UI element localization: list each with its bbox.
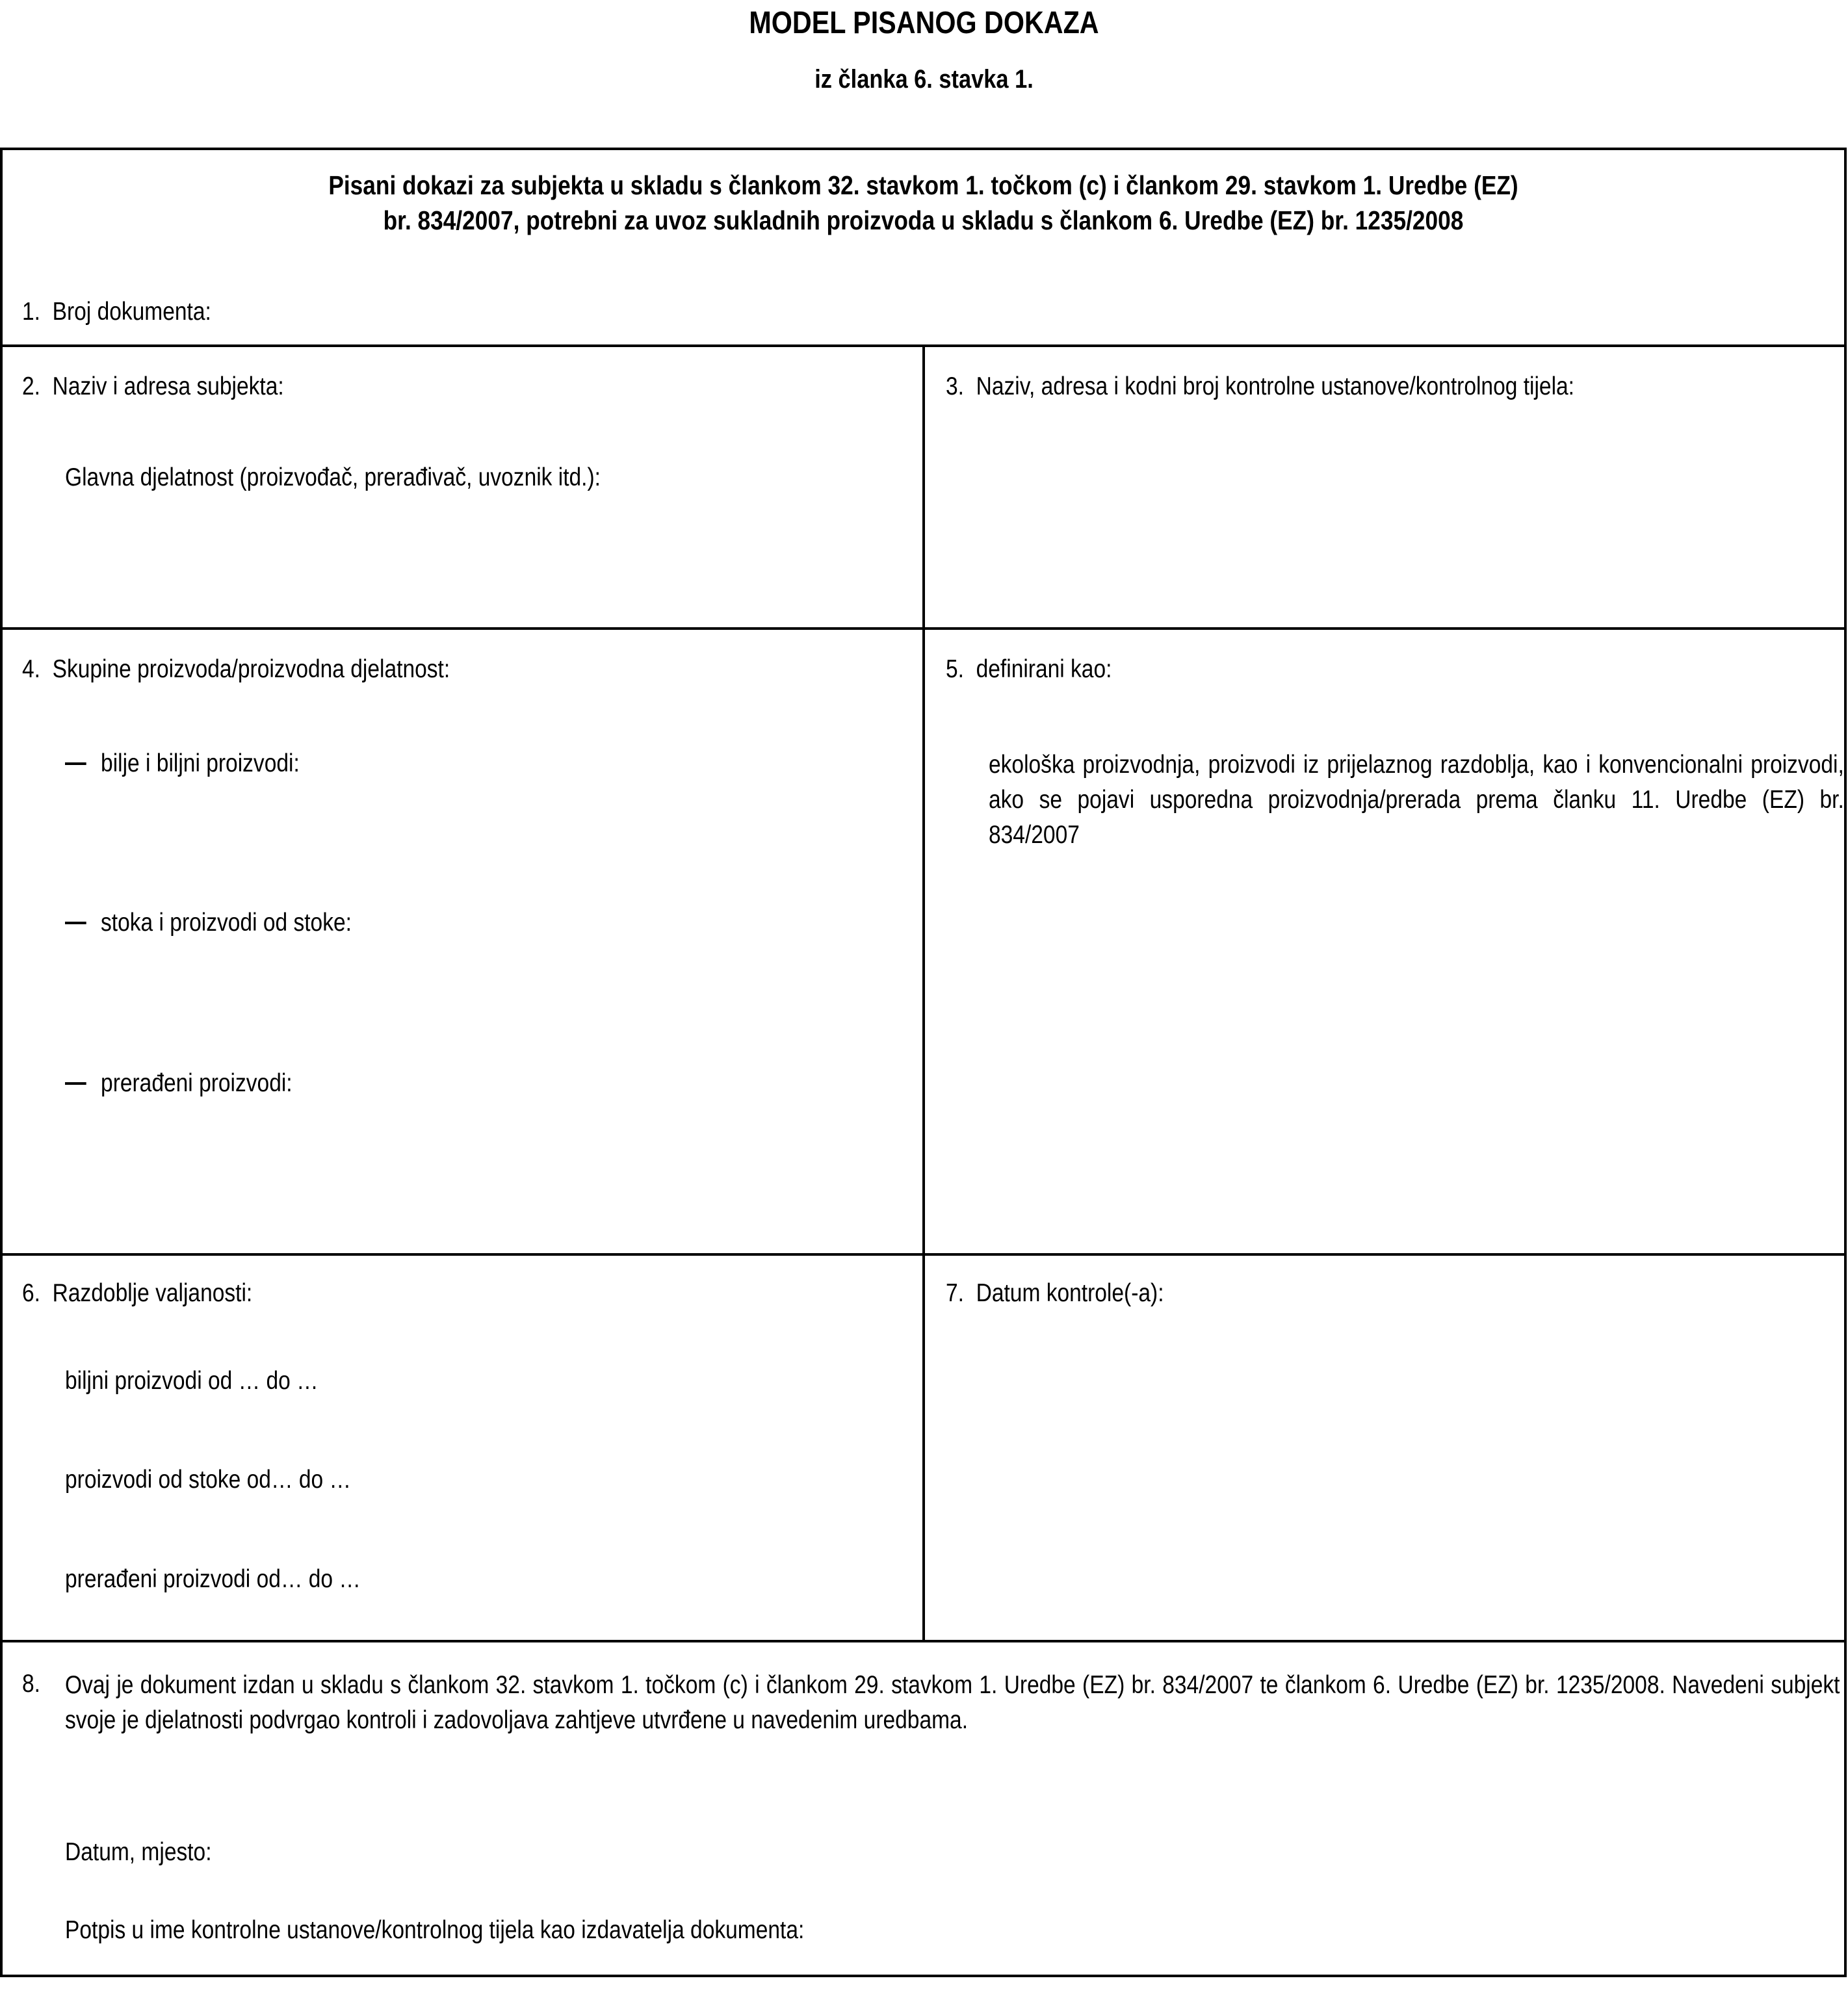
column-divider xyxy=(922,346,925,1641)
section-8-date-place xyxy=(65,1836,235,1869)
section-2-main-activity xyxy=(65,461,688,494)
section-4-label: Skupine proizvoda/proizvodna djelatnost: xyxy=(52,655,450,683)
section-6-number: 6. xyxy=(22,1279,40,1307)
section-6-item-label: prerađeni proizvodi od… do … xyxy=(65,1565,361,1593)
section-3 xyxy=(946,370,1676,403)
section-6-item-label: proizvodi od stoke od… do … xyxy=(65,1466,351,1494)
intro-line-2: br. 834/2007, potrebni za uvoz sukladnih proizvoda u skladu s člankom 6. Uredbe (EZ) br. 1235/2008 xyxy=(383,205,1464,235)
section-5-label: definirani kao: xyxy=(976,655,1112,683)
section-5-definition: ekološka proizvodnja, proizvodi iz prijelaznog razdoblja, kao i konvencionalni proizvodi, ako se pojavi usporedna proizvodnja/prerada prema članku 11. Uredbe (EZ) br. 834/2007 xyxy=(989,751,1844,849)
section-4-item xyxy=(65,1067,330,1100)
section-1-number: 1. xyxy=(22,298,40,326)
section-8-signature xyxy=(65,1914,924,1947)
section-2-label: Naziv i adresa subjekta: xyxy=(52,372,284,400)
section-6 xyxy=(22,1277,290,1310)
document-subtitle: iz članka 6. stavka 1. xyxy=(814,65,1034,94)
section-1-label: Broj dokumenta: xyxy=(52,298,211,326)
section-6-item xyxy=(65,1563,409,1596)
section-4-item-label: bilje i biljni proizvodi: xyxy=(101,749,300,777)
section-4-number: 4. xyxy=(22,655,40,683)
section-1 xyxy=(22,296,242,328)
section-2-number: 2. xyxy=(22,372,40,400)
section-4-item-label: prerađeni proizvodi: xyxy=(101,1069,293,1097)
section-5 xyxy=(946,653,1139,686)
section-2-main-activity-label: Glavna djelatnost (proizvođač, prerađivač, uvoznik itd.): xyxy=(65,463,601,491)
section-6-item xyxy=(65,1464,398,1496)
section-3-label: Naziv, adresa i kodni broj kontrolne ustanove/kontrolnog tijela: xyxy=(976,372,1575,400)
dash-icon xyxy=(65,922,86,924)
document-title: MODEL PISANOG DOKAZA xyxy=(749,6,1099,40)
section-3-number: 3. xyxy=(946,372,964,400)
dash-icon xyxy=(65,1082,86,1085)
section-8-number-wrap xyxy=(22,1668,44,1700)
section-6-item-label: biljni proizvodi od … do … xyxy=(65,1367,319,1395)
section-4-item xyxy=(65,907,398,939)
section-7-label: Datum kontrole(-a): xyxy=(976,1279,1164,1307)
section-5-number: 5. xyxy=(946,655,964,683)
section-6-label: Razdoblje valjanosti: xyxy=(52,1279,253,1307)
intro-heading xyxy=(0,168,1847,238)
dash-icon xyxy=(65,762,86,765)
section-2 xyxy=(22,370,326,403)
section-8-number: 8. xyxy=(22,1670,40,1698)
date-place-label: Datum, mjesto: xyxy=(65,1838,212,1866)
signature-label: Potpis u ime kontrolne ustanove/kontrolnog tijela kao izdavatelja dokumenta: xyxy=(65,1916,805,1944)
section-6-item xyxy=(65,1365,359,1397)
intro-line-1: Pisani dokazi za subjekta u skladu s člankom 32. stavkom 1. točkom (c) i člankom 29. stavkom 1. Uredbe (EZ) xyxy=(328,170,1518,200)
section-4-item xyxy=(65,747,338,780)
section-4-item-label: stoka i proizvodi od stoke: xyxy=(101,909,352,937)
section-8-statement: Ovaj je dokument izdan u skladu s člankom 32. stavkom 1. točkom (c) i člankom 29. stavkom 1. Uredbe (EZ) br. 834/2007 te člankom 6. Uredbe (EZ) br. 1235/2008. Navedeni subjekt svoje je djelatnosti podvrgao kontroli i zadovoljava zahtjeve utvrđene u navedenim uredbama. xyxy=(65,1671,1840,1734)
section-7-number: 7. xyxy=(946,1279,964,1307)
section-7 xyxy=(946,1277,1199,1310)
section-4 xyxy=(22,653,519,686)
